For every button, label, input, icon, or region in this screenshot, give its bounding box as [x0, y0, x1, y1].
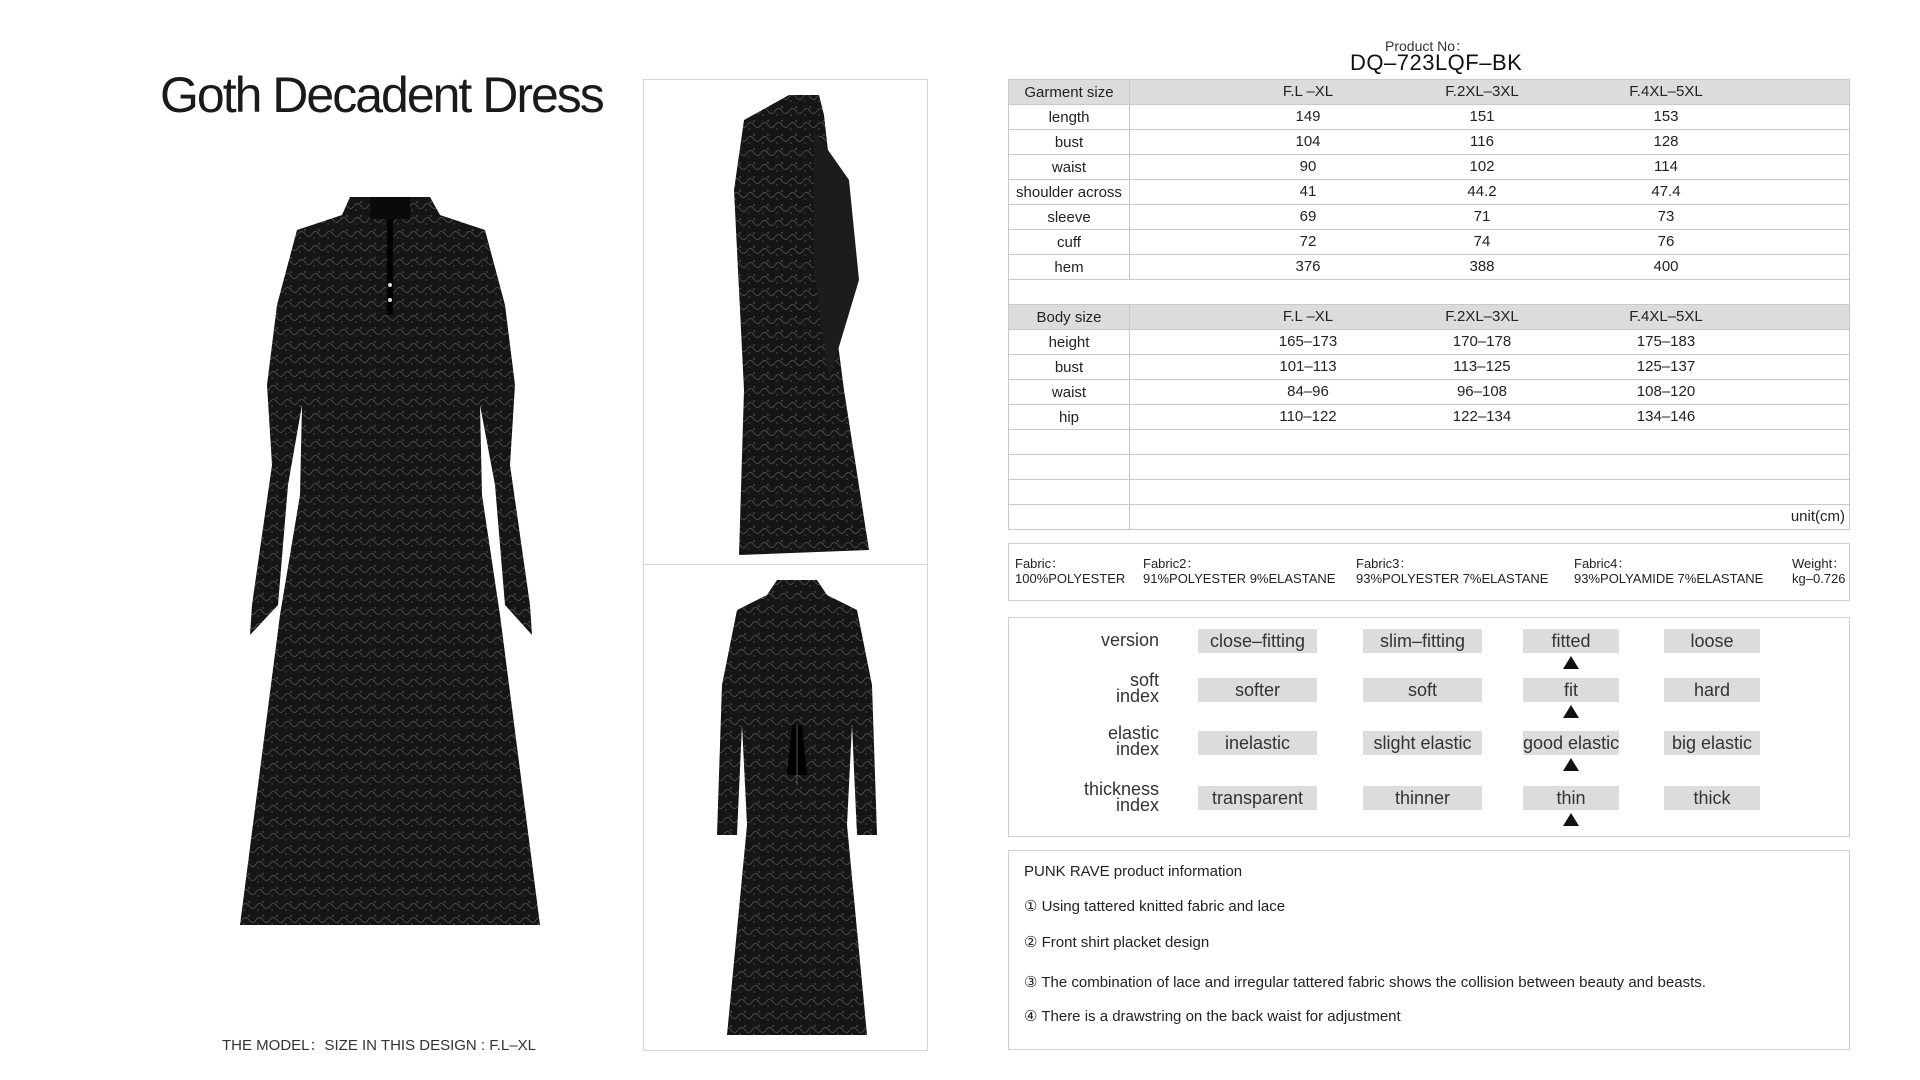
option-chip-selected: fit: [1523, 678, 1619, 702]
table-cell: 110–122: [1279, 408, 1337, 425]
fabric-label: Fabric：: [1015, 556, 1065, 571]
table-row: [1009, 230, 1850, 255]
option-chip-selected: good elastic: [1523, 733, 1620, 753]
fabric-value: 91%POLYESTER 9%ELASTANE: [1143, 571, 1336, 586]
selected-marker-icon: [1563, 758, 1579, 771]
table-cell: 76: [1657, 233, 1675, 250]
table-row: [1009, 205, 1850, 230]
option-chip: big elastic: [1664, 731, 1760, 755]
option-chip: thick: [1664, 786, 1760, 810]
selected-marker-icon: [1563, 813, 1579, 826]
row-label: cuff: [1009, 230, 1130, 255]
fabric-value: 100%POLYESTER: [1015, 571, 1126, 586]
table-cell: 128: [1653, 133, 1679, 150]
feature-label-version: version: [1100, 630, 1159, 650]
unit-label: unit(cm): [1790, 508, 1845, 525]
row-label: length: [1009, 105, 1130, 130]
row-label: bust: [1009, 130, 1130, 155]
fabric-label: Fabric4：: [1574, 556, 1631, 571]
table-cell: 96–108: [1456, 383, 1508, 400]
product-info-box: [1008, 850, 1850, 1050]
feature-label-thickness-index: thickness index: [1083, 779, 1159, 815]
size-col-header: F.4XL–5XL: [1629, 83, 1703, 100]
table-cell: 73: [1657, 208, 1675, 225]
page-title: Goth Decadent Dress: [160, 67, 603, 123]
table-cell: 149: [1295, 108, 1321, 125]
table-cell: 175–183: [1636, 333, 1696, 350]
garment-header-row: [1009, 80, 1850, 105]
info-point: ① Using tattered knitted fabric and lace: [1024, 898, 1286, 915]
size-col-header: F.L –XL: [1282, 308, 1334, 325]
unit-row: [1009, 505, 1850, 530]
table-cell: 90: [1299, 158, 1317, 175]
table-cell: 69: [1299, 208, 1317, 225]
fabric-label: Weight：: [1792, 556, 1846, 571]
product-number: DQ–723LQF–BK: [1350, 50, 1523, 75]
row-label: bust: [1009, 355, 1130, 380]
fabric-label: Fabric3：: [1356, 556, 1413, 571]
row-label: height: [1009, 330, 1130, 355]
table-cell: 114: [1654, 158, 1678, 175]
table-cell: 104: [1295, 133, 1321, 150]
row-label: waist: [1009, 155, 1130, 180]
fabric-value: kg–0.726: [1792, 571, 1846, 586]
dress-back-photo: [682, 575, 912, 1045]
table-cell: 376: [1295, 258, 1321, 275]
dress-side-photo: [719, 90, 889, 560]
option-chip: soft: [1363, 678, 1482, 702]
row-label: shoulder across: [1009, 180, 1130, 205]
model-size-note: THE MODEL：SIZE IN THIS DESIGN : F.L–XL: [222, 1037, 536, 1054]
fabric-item: [1574, 556, 1763, 586]
table-row: [1009, 255, 1850, 280]
table-cell: 170–178: [1452, 333, 1512, 350]
size-col-header: F.2XL–3XL: [1445, 83, 1519, 100]
table-cell: 101–113: [1279, 358, 1337, 375]
fabric-value: 93%POLYESTER 7%ELASTANE: [1356, 571, 1549, 586]
feature-label-soft-index: soft index: [1115, 670, 1159, 706]
fabric-item: [1143, 556, 1335, 586]
table-cell: 113–125: [1453, 358, 1511, 375]
table-cell: 72: [1299, 233, 1317, 250]
option-chip: hard: [1664, 678, 1760, 702]
product-number-label: Product No：: [1385, 38, 1470, 54]
table-cell: 134–146: [1636, 408, 1696, 425]
feature-label-elastic-index: elastic index: [1107, 723, 1159, 759]
body-header-row: [1009, 305, 1850, 330]
empty-row: [1009, 455, 1850, 480]
table-cell: 74: [1473, 233, 1491, 250]
option-chip-selected: fitted: [1523, 629, 1619, 653]
info-point: ④ There is a drawstring on the back waist for adjustment: [1024, 1008, 1401, 1025]
table-row: [1009, 330, 1850, 355]
option-chip: inelastic: [1198, 731, 1317, 755]
table-row: [1009, 155, 1850, 180]
option-chip: softer: [1198, 678, 1317, 702]
dress-front-photo: [200, 185, 580, 945]
row-label: waist: [1009, 380, 1130, 405]
table-cell: 84–96: [1287, 383, 1329, 400]
fabric-item: [1792, 556, 1846, 586]
info-point: ② Front shirt placket design: [1024, 934, 1210, 951]
empty-row: [1009, 480, 1850, 505]
info-heading: PUNK RAVE product information: [1024, 863, 1243, 880]
size-col-header: F.2XL–3XL: [1445, 308, 1519, 325]
fabric-info-box: [1008, 543, 1850, 601]
option-chip: thinner: [1363, 786, 1482, 810]
option-chip: loose: [1664, 629, 1760, 653]
size-col-header: F.L –XL: [1282, 83, 1334, 100]
selected-marker-icon: [1563, 656, 1579, 669]
table-cell: 71: [1473, 208, 1491, 225]
size-col-header: F.4XL–5XL: [1629, 308, 1703, 325]
table-cell: 102: [1469, 158, 1495, 175]
info-point: ③ The combination of lace and irregular tattered fabric shows the collision between beauty and beasts.: [1024, 974, 1706, 991]
table-cell: 400: [1653, 258, 1679, 275]
table-cell: 108–120: [1636, 383, 1696, 400]
option-chip: close–fitting: [1198, 629, 1317, 653]
table-cell: 165–173: [1278, 333, 1338, 350]
row-label: hip: [1009, 405, 1130, 430]
table-cell: 151: [1469, 108, 1495, 125]
table-cell: 41: [1299, 183, 1317, 200]
table-cell: 125–137: [1636, 358, 1696, 375]
option-chip: slight elastic: [1363, 731, 1482, 755]
fabric-item: [1015, 556, 1125, 586]
table-cell: 116: [1470, 133, 1494, 150]
table-cell: 122–134: [1452, 408, 1512, 425]
body-size-header: Body size: [1009, 305, 1130, 330]
table-cell: 388: [1469, 258, 1495, 275]
option-chip: slim–fitting: [1363, 629, 1482, 653]
table-row: [1009, 355, 1850, 380]
selected-marker-icon: [1563, 705, 1579, 718]
empty-row: [1009, 430, 1850, 455]
row-label: hem: [1009, 255, 1130, 280]
table-cell: 153: [1653, 108, 1679, 125]
row-label: sleeve: [1009, 205, 1130, 230]
option-chip-selected: thin: [1523, 786, 1619, 810]
fabric-label: Fabric2：: [1143, 556, 1200, 571]
spacer-row: [1009, 280, 1850, 305]
garment-size-header: Garment size: [1009, 80, 1130, 105]
size-table: [1008, 79, 1850, 530]
option-chip: transparent: [1198, 786, 1317, 810]
table-row: [1009, 105, 1850, 130]
table-row: [1009, 380, 1850, 405]
table-row: [1009, 130, 1850, 155]
fit-features-box: [1008, 617, 1850, 837]
fabric-item: [1356, 556, 1548, 586]
fabric-value: 93%POLYAMIDE 7%ELASTANE: [1574, 571, 1764, 586]
table-cell: 47.4: [1651, 183, 1681, 200]
table-cell: 44.2: [1467, 183, 1497, 200]
table-row: [1009, 180, 1850, 205]
table-row: [1009, 405, 1850, 430]
